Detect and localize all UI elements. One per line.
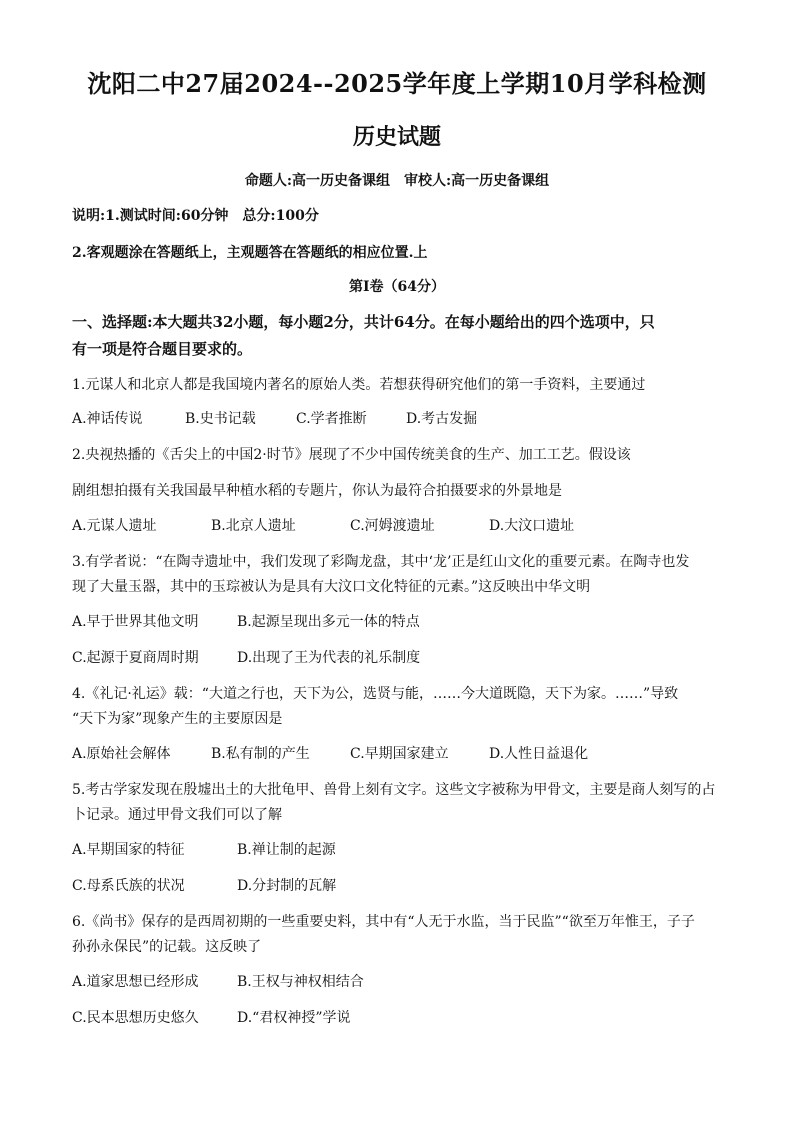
question-2-option-c: C.河姆渡遗址 [350, 518, 435, 534]
question-3-option-a: A.早于世界其他文明 [72, 614, 199, 630]
question-3-option-d: D.出现了王为代表的礼乐制度 [237, 650, 421, 666]
exam-title: 沈阳二中27届2024--2025学年度上学期10月学科检测 [87, 69, 707, 98]
question-4-option-c: C.早期国家建立 [350, 746, 449, 762]
instructions-2: 2.客观题涂在答题纸上，主观题答在答题纸的相应位置.上 [72, 245, 428, 261]
question-5-option-b: B.禅让制的起源 [237, 842, 336, 858]
question-3-stem-cont: 现了大量玉器，其中的玉琮被认为是具有大汶口文化特征的元素。”这反映出中华文明 [72, 579, 591, 595]
question-5-option-c: C.母系氏族的状况 [72, 878, 185, 894]
question-5-stem-cont: 卜记录。通过甲骨文我们可以了解 [72, 807, 282, 823]
question-3-option-c: C.起源于夏商周时期 [72, 650, 199, 666]
question-6-option-c: C.民本思想历史悠久 [72, 1010, 199, 1026]
question-4-option-b: B.私有制的产生 [211, 746, 310, 762]
question-5-stem: 5.考古学家发现在殷墟出土的大批龟甲、兽骨上刻有文字。这些文字被称为甲骨文，主要是商人刻写的占 [72, 782, 716, 798]
question-2-stem: 2.央视热播的《舌尖上的中国2·时节》展现了不少中国传统美食的生产、加工工艺。假设该 [72, 447, 631, 463]
question-2-stem-cont: 剧组想拍摄有关我国最早种植水稻的专题片，你认为最符合拍摄要求的外景地是 [72, 483, 562, 499]
question-1-option-b: B.史书记载 [185, 411, 256, 427]
question-2-option-d: D.大汶口遗址 [489, 518, 575, 534]
question-4-option-a: A.原始社会解体 [72, 746, 171, 762]
question-6-stem-cont: 孙孙永保民”的记载。这反映了 [72, 939, 262, 955]
question-1-stem: 1.元谋人和北京人都是我国境内著名的原始人类。若想获得研究他们的第一手资料，主要通过 [72, 377, 646, 393]
question-6-stem: 6.《尚书》保存的是西周初期的一些重要史料，其中有“人无于水监，当于民监”“欲至万年惟王，子子 [72, 914, 695, 930]
question-2-option-b: B.北京人遗址 [211, 518, 296, 534]
question-2-option-a: A.元谋人遗址 [72, 518, 157, 534]
section-heading: 一、选择题:本大题共32小题，每小题2分，共计64分。在每小题给出的四个选项中，只 [72, 313, 655, 331]
instructions-1: 说明:1.测试时间:60分钟 总分:100分 [72, 208, 319, 224]
question-6-option-a: A.道家思想已经形成 [72, 974, 199, 990]
question-5-option-a: A.早期国家的特征 [72, 842, 185, 858]
question-1-option-a: A.神话传说 [72, 411, 143, 427]
section-heading-cont: 有一项是符合题目要求的。 [72, 340, 253, 358]
question-1-option-c: C.学者推断 [296, 411, 367, 427]
question-1-option-d: D.考古发掘 [406, 411, 478, 427]
question-6-option-d: D.“君权神授”学说 [237, 1010, 351, 1026]
question-5-option-d: D.分封制的瓦解 [237, 878, 337, 894]
question-4-stem-cont: “天下为家”现象产生的主要原因是 [72, 711, 283, 727]
authors-line: 命题人:高一历史备课组 审校人:高一历史备课组 [244, 173, 550, 189]
question-3-stem: 3.有学者说：“在陶寺遗址中，我们发现了彩陶龙盘，其中‘龙’正是红山文化的重要元素。在陶寺也发 [72, 554, 690, 570]
question-4-option-d: D.人性日益退化 [489, 746, 589, 762]
question-3-option-b: B.起源呈现出多元一体的特点 [237, 614, 420, 630]
exam-subject: 历史试题 [352, 124, 441, 150]
question-6-option-b: B.王权与神权相结合 [237, 974, 364, 990]
part-heading: 第I卷（64分） [348, 279, 446, 295]
question-4-stem: 4.《礼记·礼运》载：“大道之行也，天下为公，选贤与能，……今大道既隐，天下为家。……”导致 [72, 686, 679, 702]
